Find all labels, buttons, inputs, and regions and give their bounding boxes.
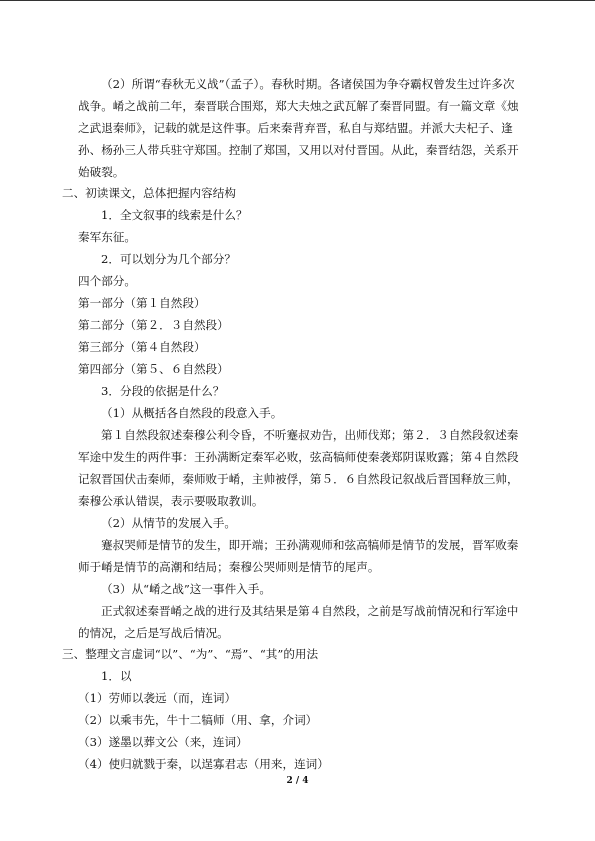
basis-2-text: 蹇叔哭师是情节的发生，即开端；王孙满观师和弦高犒师是情节的发展，晋军败秦师于崤是情节的高潮和结局；秦穆公哭师则是情节的尾声。 [78,538,519,574]
document-body [62,73,522,775]
basis-3-text: 正式叙述秦晋崤之战的进行及其结果是第４自然段，之前是写战前情况和行军途中的情况，之后是写战后情况。 [78,604,519,640]
part-1: 第一部分（第１自然段） [78,296,206,310]
page-number: 2 / 4 [286,776,309,786]
basis-3-heading: （3）从“崤之战”这一事件入手。 [101,582,271,596]
basis-1-heading: （1）从概括各自然段的段意入手。 [101,406,283,420]
background-paragraph: （2）所谓“春秋无义战”（孟子）。春秋时期。各诸侯国为争夺霸权曾发生过许多次战争。崤之战前二年，秦晋联合围郑，郑大夫烛之武瓦解了秦晋同盟。有一篇文章《烛之武退秦师》，记载的就是这件事。后来秦背弃晋，私自与郑结盟。并派大夫杞子、逢孙、杨孙三人带兵驻守郑国。控制了郑国，又用以对付晋国。从此，秦晋结怨，关系开始破裂。 [78,77,519,179]
yi-heading: 1．以 [101,669,132,683]
part-4: 第四部分（第５、６自然段） [78,362,229,376]
yi-example-1: （1）劳师以袭远（而，连词） [78,691,237,705]
part-3: 第三部分（第４自然段） [78,340,206,354]
part-2: 第二部分（第２．３自然段） [78,318,229,332]
section-heading-3: 三、整理文言虚词“以”、“为”、“焉”、“其”的用法 [62,647,319,661]
yi-example-3: （3）遂墨以葬文公（来，连词） [78,735,248,749]
question-2: 2．可以划分为几个部分？ [101,252,236,266]
question-1: 1．全文叙事的线索是什么？ [101,208,248,222]
page-top-rule [0,0,595,1]
answer-2: 四个部分。 [78,274,136,288]
basis-2-heading: （2）从情节的发展入手。 [101,516,236,530]
yi-example-2: （2）以乘韦先，牛十二犒师（用、拿，介词） [78,713,318,727]
section-heading-2: 二、初读课文，总体把握内容结构 [62,186,236,200]
question-3: 3．分段的依据是什么？ [101,384,225,398]
yi-example-4: （4）使归就戮于秦，以逞寡君志（用来，连词） [78,757,329,771]
answer-1: 秦军东征。 [78,230,136,244]
basis-1-text: 第１自然段叙述秦穆公利令昏，不听蹇叔劝告，出师伐郑；第２．３自然段叙述秦军途中发生的两件事：王孙满断定秦军必败，弦高犒师使秦袭郑阴谋败露；第４自然段记叙晋国伏击秦师，秦师败于崤，主帅被俘，第５．６自然段记叙战后晋国释放三帅，秦穆公承认错误，表示要吸取教训。 [78,428,519,508]
